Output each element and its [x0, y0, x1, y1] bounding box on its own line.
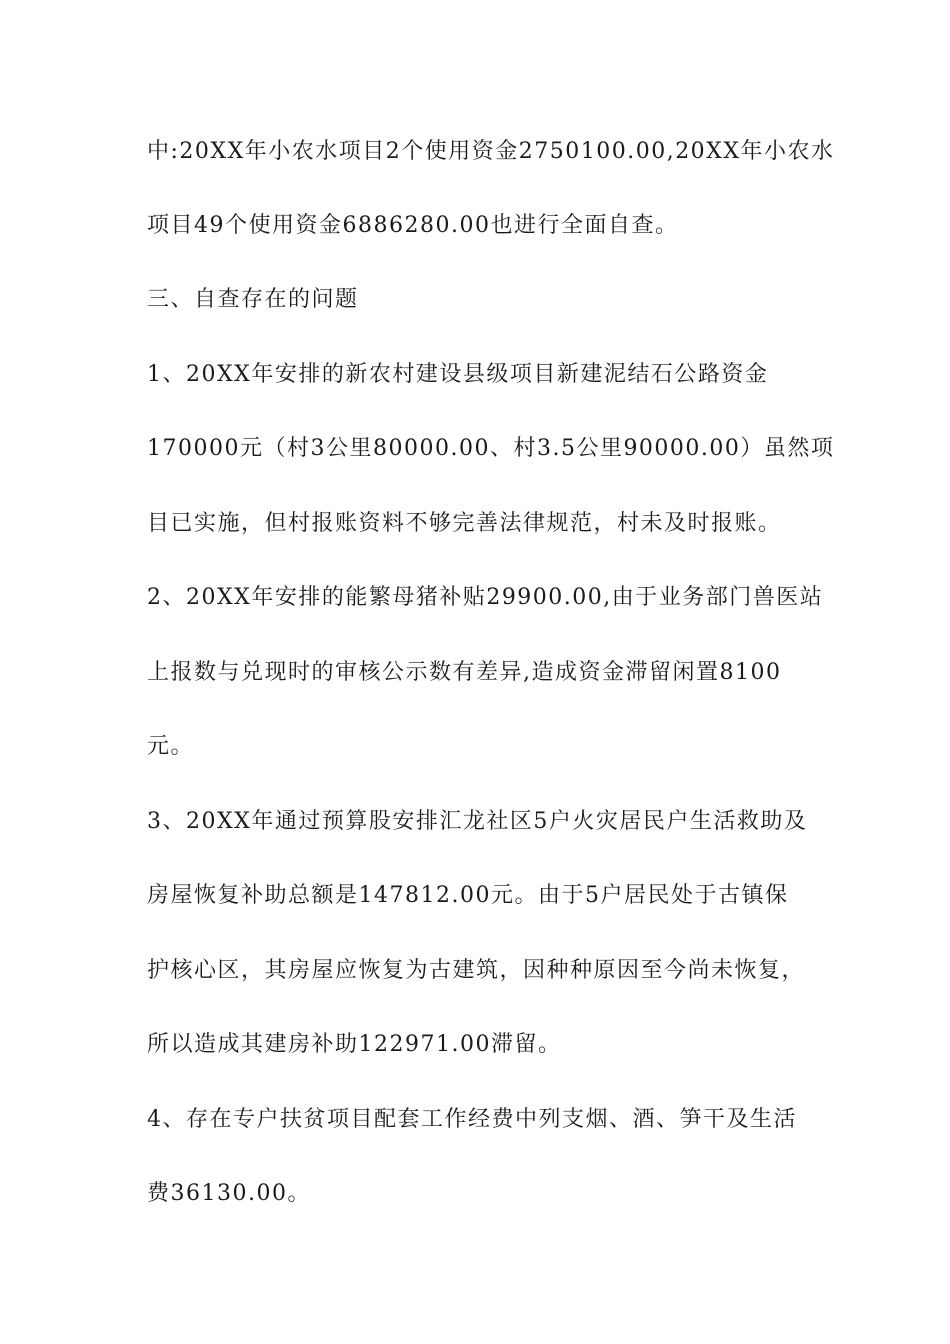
text-line: 房屋恢复补助总额是147812.00元。由于5户居民处于古镇保	[147, 883, 789, 908]
text-line: 170000元（村3公里80000.00、村3.5公里90000.00）虽然项	[147, 436, 835, 461]
text-line: 3、20XX年通过预算股安排汇龙社区5户火灾居民户生活救助及	[147, 809, 808, 834]
text-line: 上报数与兑现时的审核公示数有差异,造成资金滞留闲置8100	[147, 660, 782, 685]
text-line: 2、20XX年安排的能繁母猪补贴29900.00,由于业务部门兽医站	[147, 585, 824, 610]
text-line: 目已实施，但村报账资料不够完善法律规范，村未及时报账。	[147, 511, 782, 536]
text-line: 元。	[147, 734, 195, 759]
text-line: 护核心区，其房屋应恢复为古建筑，因种种原因至今尚未恢复，	[147, 958, 806, 983]
text-line: 4、存在专户扶贫项目配套工作经费中列支烟、酒、笋干及生活	[147, 1107, 797, 1132]
text-line: 中:20XX年小农水项目2个使用资金2750100.00,20XX年小农水	[147, 139, 835, 164]
text-line: 所以造成其建房补助122971.00滞留。	[147, 1032, 562, 1057]
section-heading: 三、自查存在的问题	[147, 287, 359, 312]
text-line: 费36130.00。	[147, 1181, 311, 1206]
text-line: 1、20XX年安排的新农村建设县级项目新建泥结石公路资金	[147, 362, 769, 387]
text-line: 项目49个使用资金6886280.00也进行全面自查。	[147, 213, 679, 238]
